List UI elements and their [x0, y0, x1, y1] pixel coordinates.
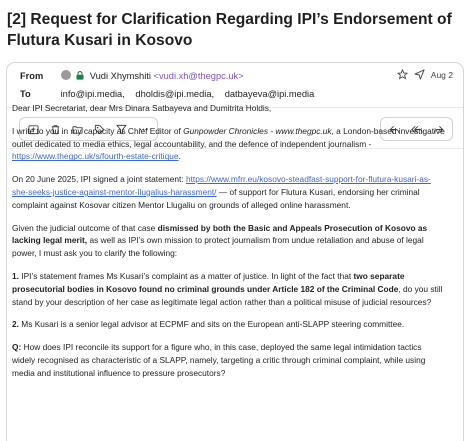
from-row — [20, 70, 244, 84]
paragraph-statement — [12, 173, 445, 211]
from-label: From — [20, 71, 44, 81]
text: . — [178, 151, 181, 162]
recipient[interactable]: info@ipi.media, — [60, 89, 125, 99]
text: I write to you in my capacity as Chief Editor of — [12, 125, 184, 136]
recipient[interactable]: dholdis@ipi.media, — [135, 89, 215, 99]
send-icon[interactable] — [414, 69, 425, 80]
question-number: 1. — [12, 270, 19, 281]
sender-email[interactable]: <vudi.xh@thegpc.uk> — [153, 71, 244, 81]
text: , a London-based investigative outlet dedicated to media ethics, legal accountability, and the defence of independent journalism - — [12, 125, 445, 149]
to-label: To — [20, 89, 31, 99]
lock-icon — [76, 71, 84, 84]
email-date: Aug 2 — [430, 69, 453, 80]
publication-name: Gunpowder Chronicles - www.thegpc.uk — [183, 125, 332, 136]
text: Ms Kusari is a senior legal advisor at ECPMF and sits on the European anti-SLAPP steering committee. — [18, 319, 405, 330]
text: On 20 June 2025, IPI signed a joint statement: — [12, 174, 186, 185]
to-row — [20, 88, 322, 101]
question-1 — [12, 270, 445, 308]
avatar[interactable] — [61, 70, 71, 80]
text: Given the judicial outcome of that case — [12, 222, 158, 233]
text: How does IPI reconcile its support for a figure who, in this case, deployed the same legal intimidation tactics widely recognised as characteristic of a SLAPP, namely, targeting a critic through criminal complaint, while using media and institutional influence to pressure prosecutors? — [12, 342, 426, 378]
recipient[interactable]: datbayeva@ipi.media — [224, 89, 315, 99]
text: as well as IPI’s own mission to protect journalism from undue retaliation and abuse of legal power, I must ask you to clarify the following: — [12, 235, 424, 259]
greeting: Dear IPI Secretariat, dear Mrs Dinara Satbayeva and Dumitrita Holdis, — [12, 103, 272, 113]
fourth-estate-link[interactable]: https://www.thegpc.uk/s/fourth-estate-critique — [12, 151, 179, 162]
bold-text: two separate prosecutorial bodies in Kosovo found no criminal grounds under Article 182 of the Criminal Code — [12, 270, 405, 294]
header-actions — [397, 69, 453, 80]
paragraph-intro — [12, 125, 445, 163]
paragraph-outcome — [12, 222, 445, 260]
text: — of support for Flutura Kusari, endorsing her criminal complaint against Kosovar citizen Mentor Llugaliu on grounds of alleged online harassment. — [12, 186, 420, 210]
question-2 — [12, 318, 445, 331]
email-body — [12, 102, 445, 390]
question-number: 2. — [12, 319, 19, 330]
sender-name[interactable]: Vudi Xhymshiti — [89, 71, 151, 81]
star-icon[interactable] — [397, 69, 408, 80]
text: , do you still stand by your description of her case as legitimate legal action rather than a political misuse of judicial resources? — [12, 283, 443, 307]
mfrr-statement-link[interactable]: https://www.mfrr.eu/kosovo-steadfast-support-for-flutura-kusari-as-she-seeks-justice-against-mentor-llugalius-harassment/ — [12, 174, 431, 197]
email-subject: [2] Request for Clarification Regarding IPI’s Endorsement of Flutura Kusari in Kosovo — [7, 11, 452, 49]
question-label: Q: — [12, 342, 22, 353]
question-2-q — [12, 341, 445, 379]
bold-text: dismissed by both the Basic and Appeals Prosecution of Kosovo as lacking legal merit, — [12, 222, 428, 246]
text: IPI’s statement frames Ms Kusari’s complaint as a matter of justice. In light of the fact that — [18, 270, 354, 281]
